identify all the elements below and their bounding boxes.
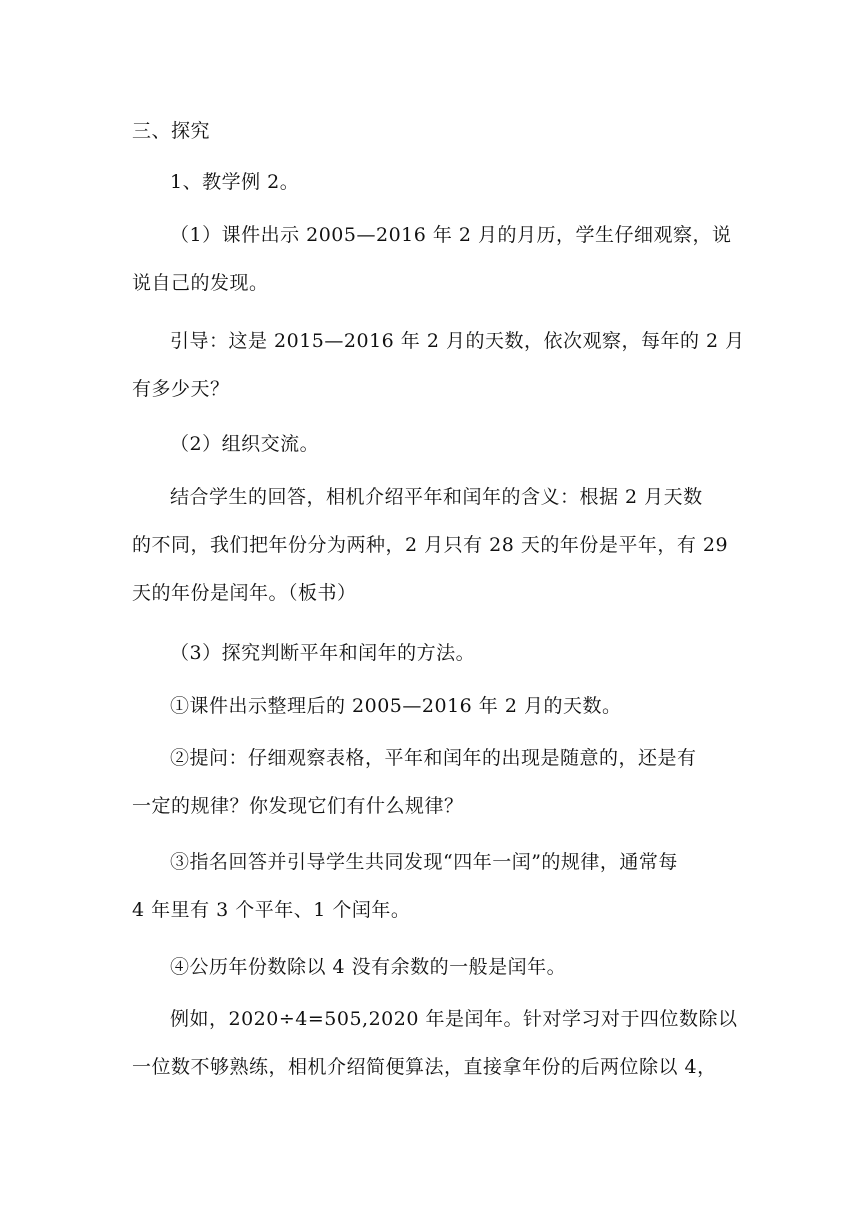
section-heading [132,107,732,155]
text-line: ②提问：仔细观察表格，平年和闰年的出现是随意的，还是有 [170,747,697,769]
paragraph-step-2 [170,420,770,468]
text-line: 有多少天？ [132,378,230,400]
paragraph-step-3 [170,629,770,677]
paragraph-leap-definition [132,473,770,617]
paragraph-example [132,995,770,1091]
text-line: （1）课件出示 2005—2016 年 2 月的月历，学生仔细观察，说 [170,224,732,246]
text-line: 天的年份是闰年。（板书） [132,582,357,604]
paragraph-item-1 [170,682,770,730]
text-line: ③指名回答并引导学生共同发现“四年一闰”的规律，通常每 [170,851,678,873]
paragraph-step-1 [132,211,770,307]
text-line: （3）探究判断平年和闰年的方法。 [170,642,476,664]
text-line: 4 年里有 3 个平年、1 个闰年。 [132,899,411,921]
text-line: 例如，2020÷4=505,2020 年是闰年。针对学习对于四位数除以 [170,1008,738,1030]
text-line: 引导：这是 2015—2016 年 2 月的天数，依次观察，每年的 2 月 [170,330,745,352]
paragraph-item-4 [170,943,770,991]
text-line: 1、教学例 2。 [170,171,300,193]
text-line: ④公历年份数除以 4 没有余数的一般是闰年。 [170,956,567,978]
text-line: 三、探究 [132,120,211,142]
text-line: ①课件出示整理后的 2005—2016 年 2 月的天数。 [170,695,622,717]
paragraph-guide [132,317,770,413]
paragraph-item-3 [132,838,770,934]
text-line: 说自己的发现。 [132,272,269,294]
text-line: 的不同，我们把年份分为两种，2 月只有 28 天的年份是平年，有 29 [132,534,729,556]
paragraph-example-2 [170,158,770,206]
paragraph-item-2 [132,734,770,830]
text-line: 一位数不够熟练，相机介绍简便算法，直接拿年份的后两位除以 4， [132,1056,717,1078]
text-line: （2）组织交流。 [170,433,320,455]
text-line: 一定的规律？你发现它们有什么规律？ [132,795,464,817]
text-line: 结合学生的回答，相机介绍平年和闰年的含义：根据 2 月天数 [170,486,703,508]
